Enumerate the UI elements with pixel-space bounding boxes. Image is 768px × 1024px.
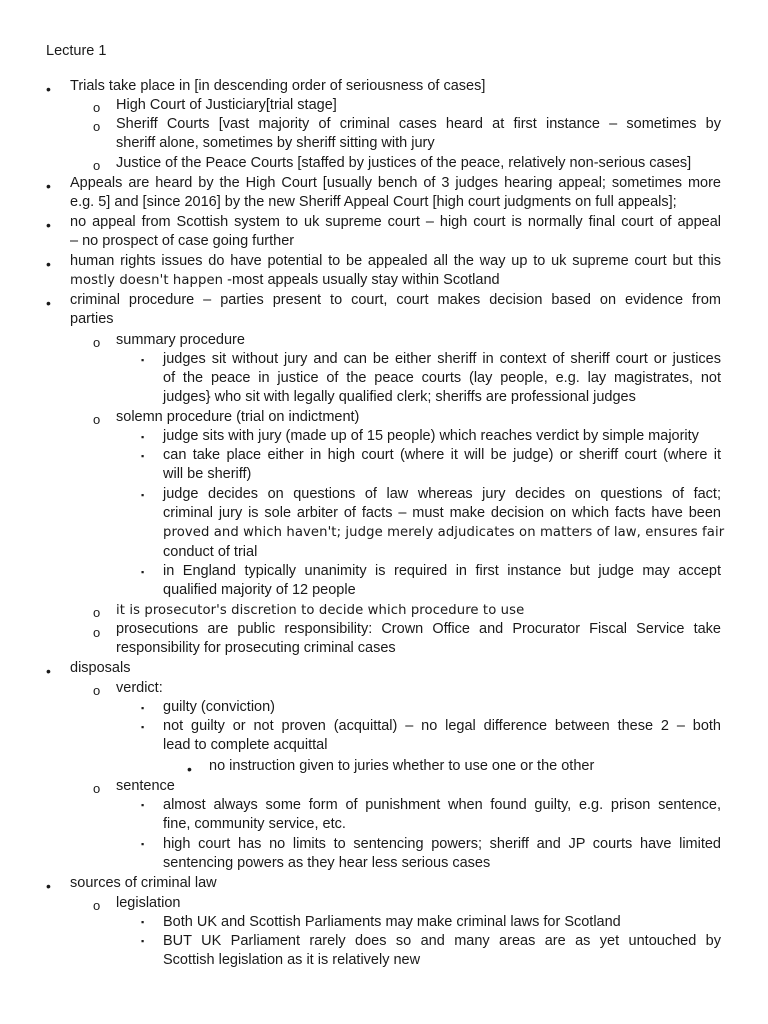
square-marker: ▪: [141, 355, 145, 365]
text-line: it is prosecutor's discretion to decide which procedure to use: [116, 603, 525, 618]
circle-marker: o: [93, 683, 101, 698]
text-line: conduct of trial: [163, 544, 258, 560]
bullet-marker: •: [46, 663, 51, 679]
text-line: proved and which haven't; judge merely adjudicates on matters of law, ensures fair: [163, 525, 725, 540]
text-line: not guilty or not proven (acquittal) – no legal difference between these 2 – both: [163, 718, 721, 734]
text-line: judge sits with jury (made up of 15 people) which reaches verdict by simple majority: [163, 428, 699, 444]
text-line: judges} who sit with legally qualified clerk; sheriffs are professional judges: [163, 389, 636, 405]
text-line: solemn procedure (trial on indictment): [116, 409, 360, 425]
bullet-marker: •: [46, 295, 51, 311]
text-line: fine, community service, etc.: [163, 816, 346, 832]
text-line: in England typically unanimity is required in first instance but judge may accept: [163, 563, 721, 579]
text-line: no instruction given to juries whether to use one or the other: [209, 758, 595, 774]
text-line: lead to complete acquittal: [163, 737, 328, 753]
text-line: can take place either in high court (where it will be judge) or sheriff court (where it: [163, 447, 721, 463]
text-line: Appeals are heard by the High Court [usually bench of 3 judges hearing appeal; sometimes more: [70, 175, 721, 191]
circle-marker: o: [93, 781, 101, 796]
square-marker: ▪: [141, 490, 145, 500]
lecture-title: Lecture 1: [46, 43, 107, 59]
square-marker: ▪: [141, 722, 145, 732]
bullet-marker: •: [46, 256, 51, 272]
circle-marker: o: [93, 335, 101, 350]
text-line: guilty (conviction): [163, 699, 276, 715]
circle-marker: o: [93, 158, 101, 173]
square-marker: ▪: [141, 917, 145, 927]
circle-marker: o: [93, 412, 101, 427]
text-line: High Court of Justiciary[trial stage]: [116, 97, 337, 113]
text-line: human rights issues do have potential to be appealed all the way up to uk supreme court but this: [70, 253, 721, 269]
text-line: sentencing powers as they hear less serious cases: [163, 855, 491, 871]
square-marker: ▪: [141, 703, 145, 713]
circle-marker: o: [93, 100, 101, 115]
text-line: disposals: [70, 660, 131, 676]
bullet-marker: •: [46, 178, 51, 194]
text-line: high court has no limits to sentencing powers; sheriff and JP courts have limited: [163, 836, 721, 852]
text-line: parties: [70, 311, 114, 327]
text-line: responsibility for prosecuting criminal cases: [116, 640, 396, 656]
square-marker: ▪: [141, 432, 145, 442]
text-line: criminal jury is sole arbiter of facts – must make decision on which facts have been: [163, 505, 721, 521]
text-span: -most appeals usually stay within Scotland: [223, 272, 500, 288]
text-line: will be sheriff): [163, 466, 252, 482]
square-marker: ▪: [141, 839, 145, 849]
text-line: Justice of the Peace Courts [staffed by justices of the peace, relatively non-serious cases]: [116, 155, 692, 171]
text-line: BUT UK Parliament rarely does so and many areas are as yet untouched by: [163, 933, 721, 949]
text-line: almost always some form of punishment when found guilty, e.g. prison sentence,: [163, 797, 721, 813]
text-line: criminal procedure – parties present to court, court makes decision based on evidence from: [70, 292, 721, 308]
text-line: sources of criminal law: [70, 875, 217, 891]
text-line: qualified majority of 12 people: [163, 582, 356, 598]
text-line: judge decides on questions of law whereas jury decides on questions of fact;: [163, 486, 721, 502]
bullet-marker: •: [46, 217, 51, 233]
text-line: no appeal from Scottish system to uk supreme court – high court is normally final court of appeal: [70, 214, 721, 230]
text-line: legislation: [116, 895, 181, 911]
text-line: judges sit without jury and can be either sheriff in context of sheriff court or justices: [163, 351, 721, 367]
text-line: summary procedure: [116, 332, 245, 348]
text-span: mostly doesn't happen: [70, 273, 224, 288]
square-marker: ▪: [141, 451, 145, 461]
text-line: e.g. 5] and [since 2016] by the new Sheriff Appeal Court [high court judgments on full appeals];: [70, 194, 677, 210]
bullet-marker: •: [187, 761, 192, 777]
circle-marker: o: [93, 605, 101, 620]
text-line: Sheriff Courts [vast majority of criminal cases heard at first instance – sometimes by: [116, 116, 721, 132]
square-marker: ▪: [141, 936, 145, 946]
circle-marker: o: [93, 119, 101, 134]
bullet-marker: •: [46, 81, 51, 97]
text-line: verdict:: [116, 680, 163, 696]
text-line: Scottish legislation as it is relatively new: [163, 952, 421, 968]
text-line: Both UK and Scottish Parliaments may make criminal laws for Scotland: [163, 914, 621, 930]
square-marker: ▪: [141, 567, 145, 577]
text-line: – no prospect of case going further: [70, 233, 295, 249]
text-line: Trials take place in [in descending order of seriousness of cases]: [70, 78, 486, 94]
text-line: prosecutions are public responsibility: Crown Office and Procurator Fiscal Service take: [116, 621, 721, 637]
text-line: sheriff alone, sometimes by sheriff sitting with jury: [116, 135, 435, 151]
text-line: sentence: [116, 778, 175, 794]
circle-marker: o: [93, 898, 101, 913]
circle-marker: o: [93, 625, 101, 640]
bullet-marker: •: [46, 878, 51, 894]
square-marker: ▪: [141, 800, 145, 810]
text-line: [70, 271, 500, 290]
text-line: of the peace in justice of the peace courts (lay people, e.g. lay magistrates, not: [163, 370, 721, 386]
